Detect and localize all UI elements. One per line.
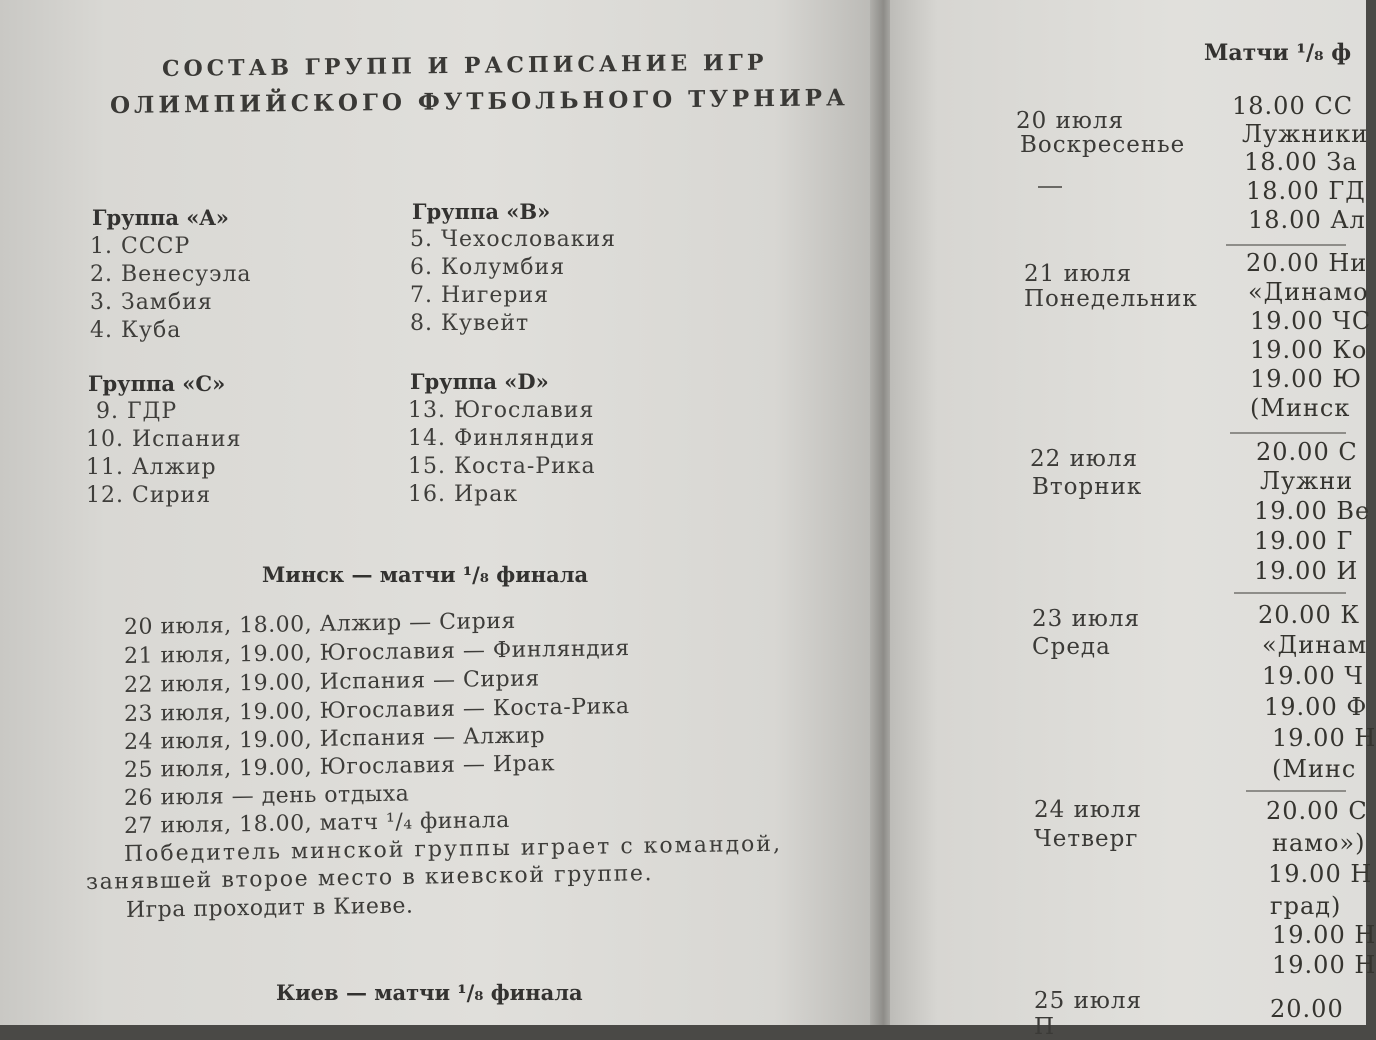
schedule-line: 24 июля, 19.00, Испания — Алжир <box>123 723 546 755</box>
team-item: 15. Коста-Рика <box>408 454 596 479</box>
game-line: 20.00 К <box>1258 601 1360 629</box>
game-line: град) <box>1270 892 1342 920</box>
minsk-note-line-3: Игра проходит в Киеве. <box>125 893 414 923</box>
day-date: 25 июля <box>1034 988 1143 1014</box>
game-line: 19.00 Ю <box>1250 365 1362 393</box>
right-page-title: Матчи ¹/₈ ф <box>1204 40 1352 66</box>
group-d-title: Группа «D» <box>410 369 549 394</box>
divider <box>1230 432 1346 434</box>
game-line: 19.00 Ф <box>1264 693 1368 721</box>
right-page <box>890 0 1376 1040</box>
game-line: 19.00 Ко <box>1250 336 1368 364</box>
game-line: 18.00 СС <box>1232 92 1354 120</box>
game-line: (Минск <box>1250 394 1351 422</box>
day-weekday: Четверг <box>1034 826 1139 852</box>
day-date: 20 июля <box>1016 108 1125 134</box>
schedule-line: 27 июля, 18.00, матч ¹/₄ финала <box>123 807 511 839</box>
game-line: 19.00 И <box>1254 557 1359 585</box>
game-line: 20.00 Ни <box>1246 249 1368 277</box>
team-item: 10. Испания <box>86 427 242 452</box>
game-line: 18.00 ГД <box>1246 177 1366 205</box>
game-line: «Динамо <box>1248 278 1369 306</box>
group-a-title: Группа «A» <box>92 205 229 230</box>
game-line: 19.00 Ве <box>1254 497 1371 525</box>
game-line: Лужни <box>1260 467 1354 495</box>
game-line: 20.00 С <box>1256 438 1358 466</box>
day-weekday: Понедельник <box>1024 286 1198 312</box>
day-weekday: Вторник <box>1032 474 1143 500</box>
day-date: 22 июля <box>1030 446 1139 472</box>
game-line: 19.00 ЧС <box>1250 307 1372 335</box>
team-item: 16. Ирак <box>408 482 519 507</box>
divider <box>1246 790 1346 792</box>
day-date: 21 июля <box>1024 261 1133 287</box>
minsk-section-title: Минск — матчи ¹/₈ финала <box>262 562 589 587</box>
game-line: 19.00 Н <box>1268 860 1373 888</box>
day-date: 23 июля <box>1032 606 1141 632</box>
game-line: 20.00 С <box>1266 797 1368 825</box>
team-item: 9. ГДР <box>96 399 178 424</box>
schedule-line: 23 июля, 19.00, Югославия — Коста-Рика <box>123 694 630 727</box>
group-b-title: Группа «B» <box>412 199 551 224</box>
team-item: 7. Нигерия <box>410 283 550 308</box>
divider <box>1038 186 1062 188</box>
heading-line-2: ОЛИМПИЙСКОГО ФУТБОЛЬНОГО ТУРНИРА <box>109 84 849 119</box>
team-item: 2. Венесуэла <box>90 262 252 287</box>
team-item: 1. СССР <box>90 234 191 259</box>
team-item: 4. Куба <box>90 318 182 343</box>
schedule-line: 21 июля, 19.00, Югославия — Финляндия <box>123 636 630 669</box>
game-line: 19.00 Н <box>1272 921 1376 949</box>
team-item: 6. Колумбия <box>410 255 566 280</box>
game-line: 19.00 Ч <box>1262 662 1364 690</box>
team-item: 11. Алжир <box>86 455 217 480</box>
game-line: Лужники <box>1242 120 1369 148</box>
game-line: 19.00 Г <box>1254 527 1354 555</box>
schedule-line: 20 июля, 18.00, Алжир — Сирия <box>123 608 516 640</box>
divider <box>1226 244 1346 246</box>
game-line: «Динам <box>1262 631 1368 659</box>
game-line: 18.00 За <box>1244 148 1358 176</box>
game-line: 19.00 Н <box>1272 951 1376 979</box>
day-weekday: Воскресенье <box>1020 132 1186 158</box>
heading-line-1: СОСТАВ ГРУПП И РАСПИСАНИЕ ИГР <box>161 49 768 82</box>
team-item: 13. Югославия <box>408 398 595 423</box>
team-item: 8. Кувейт <box>410 311 530 336</box>
day-date: 24 июля <box>1034 797 1143 823</box>
team-item: 5. Чехословакия <box>410 227 616 252</box>
minsk-note-line-2: занявшей второе место в киевской группе. <box>85 861 654 895</box>
group-c-title: Группа «C» <box>88 371 226 396</box>
minsk-note-line-1: Победитель минской группы играет с командой, <box>123 831 783 867</box>
game-line: намо») <box>1272 829 1366 857</box>
game-line: 19.00 Н <box>1272 724 1376 752</box>
day-weekday: Среда <box>1032 634 1111 660</box>
game-line: 20.00 <box>1270 995 1344 1023</box>
schedule-line: 26 июля — день отдыха <box>123 781 410 811</box>
game-line: 18.00 Ал <box>1248 206 1366 234</box>
team-item: 3. Замбия <box>90 290 213 315</box>
team-item: 12. Сирия <box>86 483 212 508</box>
schedule-line: 22 июля, 19.00, Испания — Сирия <box>123 666 540 698</box>
game-line: (Минс <box>1272 755 1357 783</box>
day-weekday: П <box>1034 1014 1056 1040</box>
divider <box>1234 592 1346 594</box>
schedule-line: 25 июля, 19.00, Югославия — Ирак <box>123 751 556 783</box>
kiev-section-title: Киев — матчи ¹/₈ финала <box>276 980 583 1005</box>
team-item: 14. Финляндия <box>408 426 596 451</box>
